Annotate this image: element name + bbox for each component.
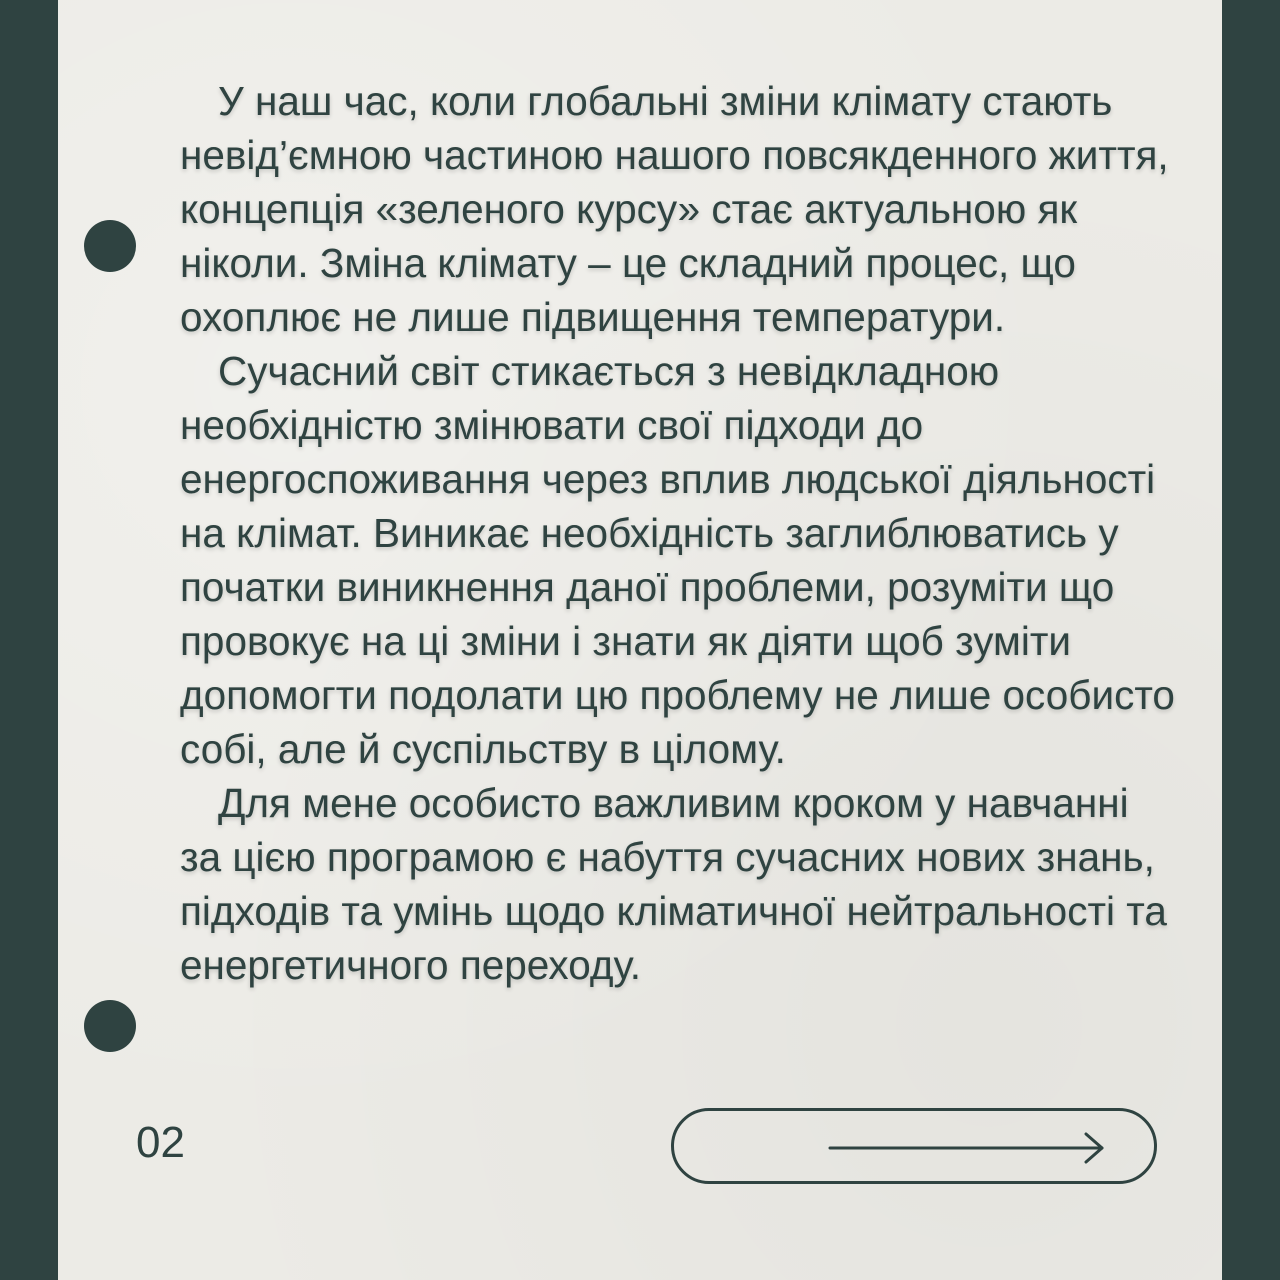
- binder-hole-top: [84, 220, 136, 272]
- paragraph-3: Для мене особисто важливим кроком у навчанні за цією програмою є набуття сучасних нових знань, підходів та умінь щодо кліматичної нейтральності та енергетичного переходу.: [180, 780, 1167, 988]
- paragraph-2: Сучасний світ стикається з невідкладною необхідністю змінювати свої підходи до енергоспоживання через вплив людської діяльності на клімат. Виникає необхідність заглиблюватись у початки виникнення даної проблеми, розуміти що провокує на ці зміни і знати як діяти щоб зуміти допомогти подолати цю проблему не лише особисто собі, але й суспільству в цілому.: [180, 348, 1175, 772]
- arrow-right-icon: [828, 1131, 1108, 1165]
- paragraph-1: У наш час, коли глобальні зміни клімату стають невід’ємною частиною нашого повсякденного життя, концепція «зеленого курсу» стає актуальною як ніколи. Зміна клімату – це складний процес, що охоплює не лише підвищення температури.: [180, 78, 1169, 340]
- binder-hole-bottom: [84, 1000, 136, 1052]
- page-number: 02: [136, 1118, 185, 1167]
- next-page-button[interactable]: [671, 1108, 1157, 1184]
- body-text: [180, 74, 1180, 992]
